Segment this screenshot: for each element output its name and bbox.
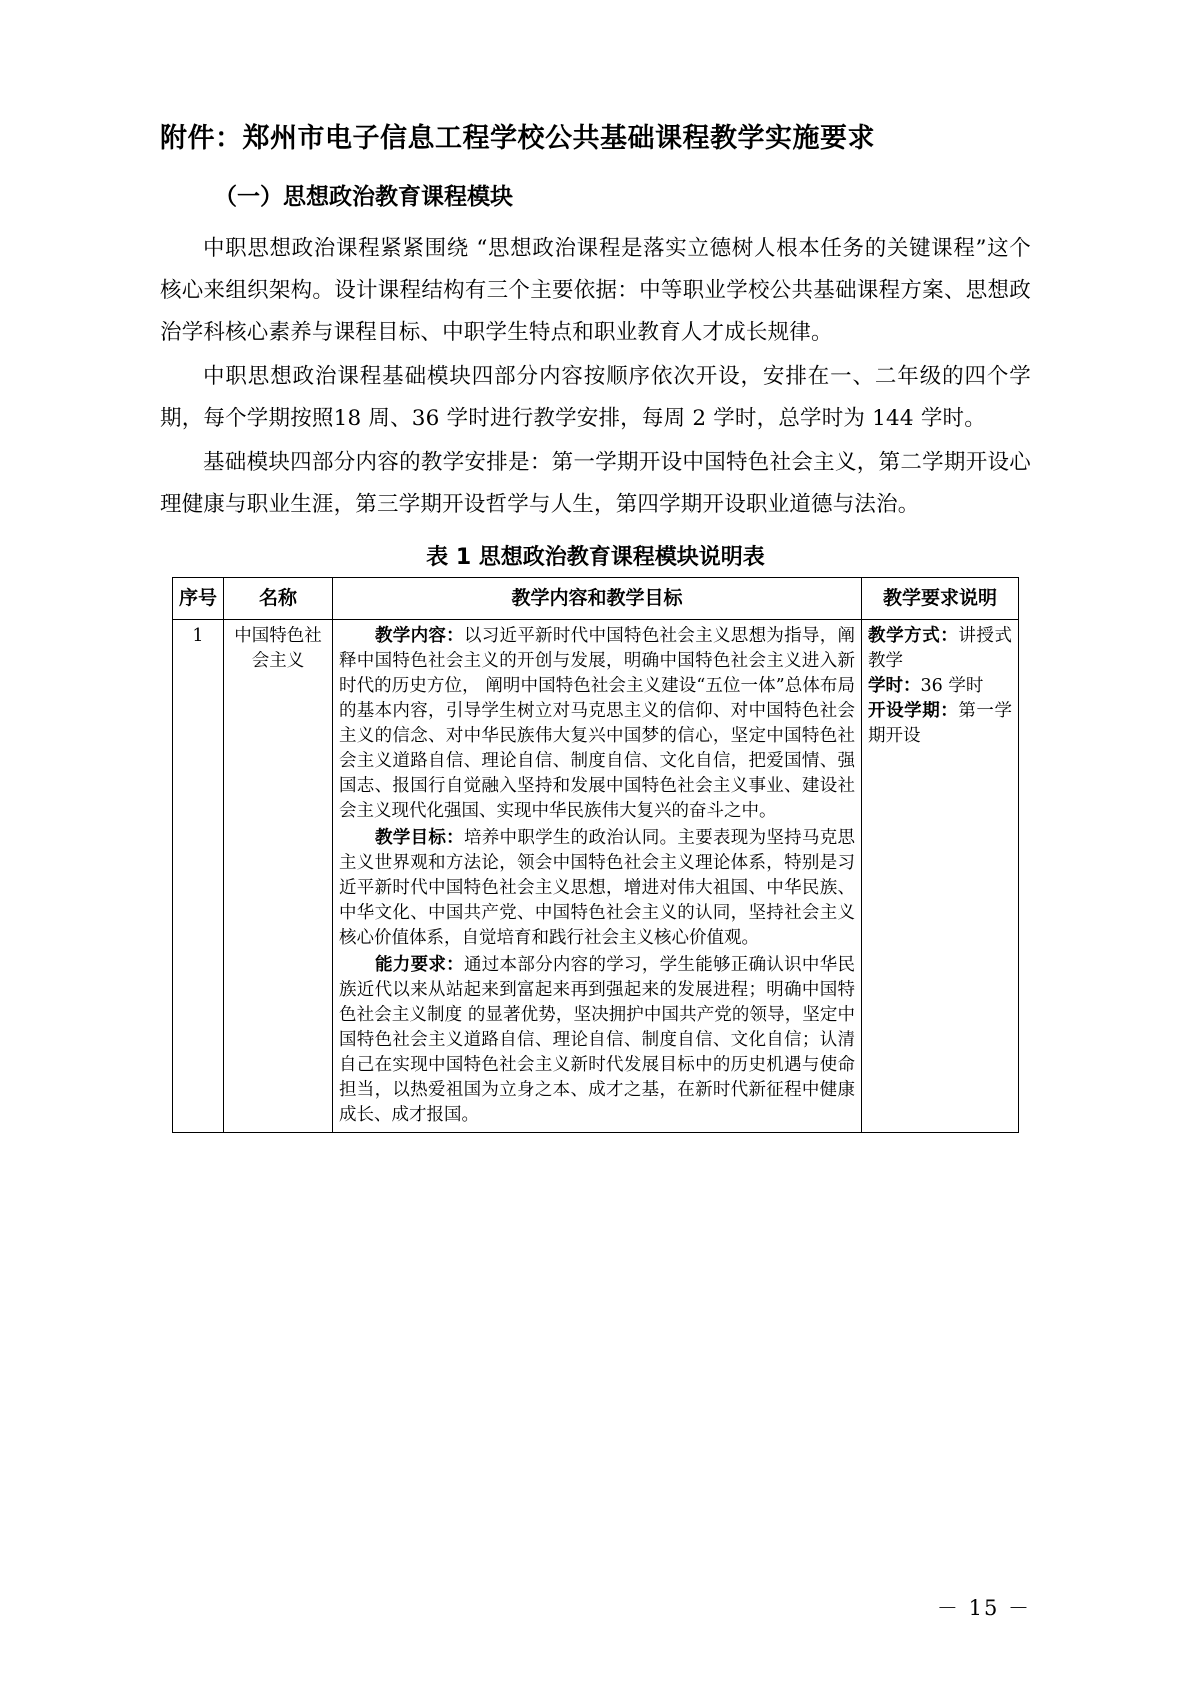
text-teaching-content: 以习近平新时代中国特色社会主义思想为指导，阐释中国特色社会主义的开创与发展，明确中国特色社会主义进入新时代的历史方位， 阐明中国特色社会主义建设“五位一体”总体布局的基本内容，引导学生树立对马克思主义的信仰、对中国特色社会主义的信念、对中华民族伟大复兴中国梦的信心，坚定中国特色社会主义道路自信、理论自信、制度自信、文化自信，把爱国情、强国志、报国行自觉融入坚持和发展中国特色社会主义事业、建设社会主义现代化强国、实现中华民族伟大复兴的奋斗之中。 xyxy=(339,626,856,822)
content-block-teaching-content xyxy=(339,624,855,824)
column-header-no: 序号 xyxy=(173,578,224,620)
content-block-teaching-goal xyxy=(339,826,855,951)
text-teaching-method: 讲授式教学 xyxy=(868,626,1013,672)
body-paragraph-1: 中职思想政治课程紧紧围绕 “思想政治课程是落实立德树人根本任务的关键课程”这个核心来组织架构。设计课程结构有三个主要依据：中等职业学校公共基础课程方案、思想政治学科核心素养与课程目标、中职学生特点和职业教育人才成长规律。 xyxy=(160,236,1031,346)
label-semester: 开设学期： xyxy=(868,701,959,722)
cell-row-number: 1 xyxy=(173,620,224,1133)
label-class-hours: 学时： xyxy=(868,676,921,697)
label-teaching-content: 教学内容： xyxy=(375,626,464,647)
course-module-table xyxy=(172,577,1019,1133)
body-paragraph-3: 基础模块四部分内容的教学安排是：第一学期开设中国特色社会主义，第二学期开设心理健康与职业生涯，第三学期开设哲学与人生，第四学期开设职业道德与法治。 xyxy=(160,450,1031,518)
column-header-name: 名称 xyxy=(224,578,333,620)
table-header-row xyxy=(173,578,1019,620)
requirement-teaching-method xyxy=(868,624,1012,674)
label-ability-requirement: 能力要求： xyxy=(375,955,464,976)
label-teaching-goal: 教学目标： xyxy=(375,828,464,849)
cell-module-name: 中国特色社会主义 xyxy=(224,620,333,1133)
cell-teaching-requirement xyxy=(862,620,1019,1133)
page-title: 附件：郑州市电子信息工程学校公共基础课程教学实施要求 xyxy=(160,123,875,154)
text-ability-requirement: 通过本部分内容的学习，学生能够正确认识中华民族近代以来从站起来到富起来再到强起来的发展进程；明确中国特色社会主义制度 的显著优势，坚决拥护中国共产党的领导，坚定中国特色社会主义道路自信、理论自信、制度自信、文化自信；认清自己在实现中国特色社会主义新时代发展目标中的历史机遇与使命担当，以热爱祖国为立身之本、成才之基，在新时代新征程中健康成长、成才报国。 xyxy=(339,955,856,1126)
requirement-semester xyxy=(868,699,1012,749)
column-header-requirement: 教学要求说明 xyxy=(862,578,1019,620)
content-block-ability-requirement xyxy=(339,953,855,1128)
cell-teaching-content xyxy=(333,620,862,1133)
text-teaching-goal: 培养中职学生的政治认同。主要表现为坚持马克思主义世界观和方法论，领会中国特色社会主义理论体系，特别是习近平新时代中国特色社会主义思想，增进对伟大祖国、中华民族、中华文化、中国共产党、中国特色社会主义的认同，坚持社会主义核心价值体系，自觉培育和践行社会主义核心价值观。 xyxy=(339,828,856,949)
text-class-hours: 36 学时 xyxy=(920,676,984,697)
table-caption: 表 1 思想政治教育课程模块说明表 xyxy=(426,545,765,571)
section-title: （一）思想政治教育课程模块 xyxy=(214,183,513,210)
requirement-class-hours xyxy=(868,674,1012,699)
page-number: － 15 － xyxy=(936,1596,1031,1620)
text-semester: 第一学期开设 xyxy=(868,701,1013,747)
body-paragraph-2: 中职思想政治课程基础模块四部分内容按顺序依次开设，安排在一、二年级的四个学期，每个学期按照18 周、36 学时进行教学安排，每周 2 学时，总学时为 144 学时。 xyxy=(160,364,1031,432)
label-teaching-method: 教学方式： xyxy=(868,626,959,647)
table-row xyxy=(173,620,1019,1133)
column-header-content: 教学内容和教学目标 xyxy=(333,578,862,620)
